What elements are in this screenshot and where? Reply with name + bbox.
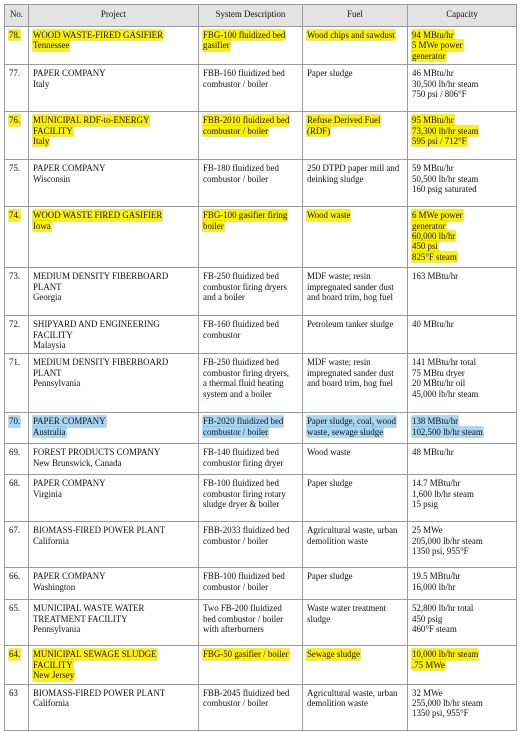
cell-project-line: BIOMASS-FIRED POWER PLANT xyxy=(33,525,166,536)
cell-project xyxy=(29,65,199,112)
cell-system-description xyxy=(199,413,303,444)
cell-project-line: Pennsylvania xyxy=(33,378,81,389)
cell-fuel-line: Wood chips and sawdust xyxy=(307,30,395,40)
cell-fuel-line: Sewage sludge xyxy=(307,649,360,660)
cell-project-line: Washington xyxy=(33,581,76,592)
cell-system-description-line: bed combustor / boiler xyxy=(203,613,284,624)
cell-no xyxy=(5,646,29,684)
header-system-description: System Description xyxy=(199,5,303,27)
cell-fuel-line: Agricultural waste, urban xyxy=(307,687,398,698)
cell-fuel-line: 250 DTPD paper mill and xyxy=(307,163,400,174)
cell-project-line: Virginia xyxy=(33,488,62,499)
cell-project-line: PAPER COMPANY xyxy=(33,478,106,489)
cell-fuel-line: and board trim, hog fuel xyxy=(307,292,394,303)
cell-project-line: PAPER COMPANY xyxy=(33,68,106,79)
cell-fuel xyxy=(303,316,408,354)
cell-project xyxy=(29,316,199,354)
cell-fuel xyxy=(303,475,408,522)
cell-fuel-line: Wood waste xyxy=(307,447,351,458)
cell-capacity-line: 450 psi xyxy=(412,241,438,252)
cell-capacity-line: 10,000 lb/hr steam xyxy=(412,649,479,660)
cell-system-description-line: boiler xyxy=(203,220,224,231)
cell-project-line: California xyxy=(33,535,69,546)
cell-capacity-line: 45,000 lb/hr steam xyxy=(412,388,479,399)
cell-system-description-line: combustor xyxy=(203,329,241,340)
cell-capacity-line: 40 MBtu/hr xyxy=(412,319,454,330)
cell-system-description-line: combustor / boiler xyxy=(203,535,269,546)
cell-project-line: Georgia xyxy=(33,292,62,303)
cell-fuel xyxy=(303,27,408,65)
row-number: 63 xyxy=(9,687,18,698)
cell-project xyxy=(29,160,199,207)
cell-capacity-line: 595 psi / 712°F xyxy=(412,136,467,147)
table-row xyxy=(5,27,517,65)
cell-fuel-line: Petroleum tanker sludge xyxy=(307,319,394,330)
cell-project-line: PAPER COMPANY xyxy=(33,163,106,174)
cell-fuel-line: Paper sludge xyxy=(307,571,353,582)
cell-capacity-line: 60,000 lb/hr xyxy=(412,231,456,242)
cell-system-description xyxy=(199,207,303,268)
cell-fuel-line: impregnated sander dust xyxy=(307,367,394,378)
table-row xyxy=(5,207,517,268)
cell-fuel-line: MDF waste; resin xyxy=(307,357,371,368)
row-number: 75. xyxy=(9,163,21,174)
cell-capacity-line: 750 psi / 806°F xyxy=(412,89,467,100)
cell-capacity-line: 1350 psi, 955°F xyxy=(412,546,469,557)
cell-project-line: FACILITY xyxy=(33,125,73,136)
cell-capacity xyxy=(408,444,517,475)
cell-no xyxy=(5,112,29,160)
cell-capacity xyxy=(408,646,517,684)
table-row xyxy=(5,684,517,730)
cell-project-line: WOOD WASTE FIRED GASIFIER xyxy=(33,210,163,221)
cell-project xyxy=(29,27,199,65)
cell-project-line: Tennessee xyxy=(33,40,70,51)
cell-system-description-line: a thermal fluid heating xyxy=(203,378,284,389)
cell-fuel-line: deinking sludge xyxy=(307,173,364,184)
cell-system-description-line: FBB-2045 fluidized bed xyxy=(203,687,290,698)
cell-capacity-line: 48 MBtu/hr xyxy=(412,447,454,458)
cell-no xyxy=(5,413,29,444)
table-row xyxy=(5,475,517,522)
cell-no xyxy=(5,207,29,268)
cell-system-description-line: FB-100 fluidized bed xyxy=(203,478,279,489)
cell-capacity xyxy=(408,112,517,160)
cell-fuel-line: Wood waste xyxy=(307,210,351,221)
cell-system-description-line: and a boiler xyxy=(203,292,245,303)
cell-capacity-line: 75 MBtu dryer xyxy=(412,367,465,378)
cell-capacity xyxy=(408,354,517,413)
cell-fuel-line: Agricultural waste, urban xyxy=(307,525,398,536)
cell-project-line: Pennsylvania xyxy=(33,624,81,635)
cell-capacity xyxy=(408,27,517,65)
cell-system-description-line: combustor / boiler xyxy=(203,78,269,89)
cell-system-description xyxy=(199,646,303,684)
cell-fuel xyxy=(303,444,408,475)
cell-project-line: FACILITY xyxy=(33,329,73,340)
cell-capacity-line: 163 MBtu/hr xyxy=(412,271,459,282)
cell-system-description-line: combustor / boiler xyxy=(203,173,269,184)
cell-project-line: MUNICIPAL SEWAGE SLUDGE xyxy=(33,649,157,660)
cell-project xyxy=(29,207,199,268)
cell-fuel-line: Paper sludge xyxy=(307,68,353,79)
cell-no xyxy=(5,27,29,65)
cell-fuel xyxy=(303,568,408,600)
cell-fuel-line: Waste water treatment xyxy=(307,603,387,614)
cell-fuel xyxy=(303,112,408,160)
cell-capacity-line: 19.5 MBtu/hr xyxy=(412,571,461,582)
cell-capacity-line: 20 MBtu/hr oil xyxy=(412,378,466,389)
cell-capacity-line: 25 MWe xyxy=(412,525,443,536)
cell-system-description-line: system and a boiler xyxy=(203,388,272,399)
table-row xyxy=(5,600,517,646)
cell-system-description-line: combustor firing rotary xyxy=(203,488,286,499)
cell-fuel-line: Paper sludge xyxy=(307,478,353,489)
cell-fuel-line: (RDF) xyxy=(307,125,331,136)
cell-capacity-line: 6 MWe power xyxy=(412,210,463,221)
table-row xyxy=(5,646,517,684)
cell-capacity xyxy=(408,316,517,354)
cell-project-line: New Brunswick, Canada xyxy=(33,457,122,468)
cell-project-line: Iowa xyxy=(33,220,51,231)
row-number: 71. xyxy=(9,357,21,368)
cell-system-description-line: FB-180 fluidized bed xyxy=(203,163,279,174)
row-number: 70. xyxy=(9,416,21,427)
cell-capacity-line: 95 MBtu/hr xyxy=(412,115,454,126)
cell-project xyxy=(29,354,199,413)
cell-capacity-line: 73,300 lb/hr steam xyxy=(412,125,479,136)
cell-capacity xyxy=(408,568,517,600)
cell-capacity-line: 141 MBtu/hr total xyxy=(412,357,477,368)
cell-project-line: MEDIUM DENSITY FIBERBOARD xyxy=(33,357,169,368)
row-number: 67. xyxy=(9,525,21,536)
row-number: 76. xyxy=(9,115,21,126)
cell-system-description-line: FBB-100 fluidized bed xyxy=(203,571,285,582)
cell-capacity-line: 16,000 lb/hr xyxy=(412,581,456,592)
cell-fuel xyxy=(303,207,408,268)
cell-fuel xyxy=(303,65,408,112)
cell-fuel xyxy=(303,354,408,413)
cell-system-description-line: FB-2020 fluidized bed xyxy=(203,416,284,427)
cell-no xyxy=(5,444,29,475)
cell-capacity-line: 59 MBtu/hr xyxy=(412,163,454,174)
cell-capacity-line: .75 MWe xyxy=(412,659,445,670)
table-row xyxy=(5,522,517,568)
cell-project-line: TREATMENT FACILITY xyxy=(33,613,128,624)
cell-capacity xyxy=(408,207,517,268)
cell-fuel xyxy=(303,268,408,316)
cell-system-description-line: combustor firing dryer xyxy=(203,457,284,468)
table-row xyxy=(5,268,517,316)
row-number: 78. xyxy=(9,30,21,40)
projects-table xyxy=(4,4,517,731)
cell-fuel-line: demolition waste xyxy=(307,535,368,546)
cell-no xyxy=(5,316,29,354)
cell-no xyxy=(5,65,29,112)
cell-system-description-line: sludge dryer & boiler xyxy=(203,499,280,510)
table-row xyxy=(5,568,517,600)
cell-system-description-line: combustor / boiler xyxy=(203,698,269,709)
cell-capacity-line: generator xyxy=(412,50,446,61)
table-header xyxy=(5,5,517,27)
cell-no xyxy=(5,475,29,522)
cell-capacity-line: 14.7 MBtu/hr xyxy=(412,478,461,489)
table-row xyxy=(5,354,517,413)
cell-system-description-line: combustor / boiler xyxy=(203,125,269,136)
cell-system-description xyxy=(199,475,303,522)
cell-fuel xyxy=(303,413,408,444)
cell-project xyxy=(29,112,199,160)
cell-capacity-line: 1350 psi, 955°F xyxy=(412,708,469,719)
cell-capacity-line: 32 MWe xyxy=(412,687,443,698)
row-number: 73. xyxy=(9,271,21,282)
cell-system-description-line: FBG-100 gasifier firing xyxy=(203,210,288,221)
cell-system-description-line: FBB-160 fluidized bed xyxy=(203,68,285,79)
cell-fuel-line: waste, sewage sludge xyxy=(307,426,384,437)
cell-system-description-line: FB-140 fluidized bed xyxy=(203,447,279,458)
cell-no xyxy=(5,160,29,207)
cell-fuel xyxy=(303,684,408,730)
row-number: 72. xyxy=(9,319,21,330)
cell-capacity xyxy=(408,65,517,112)
table-body xyxy=(5,27,517,731)
cell-system-description xyxy=(199,444,303,475)
cell-project-line: BIOMASS-FIRED POWER PLANT xyxy=(33,687,166,698)
table-row xyxy=(5,65,517,112)
cell-system-description xyxy=(199,354,303,413)
cell-system-description-line: FB-160 fluidized bed xyxy=(203,319,279,330)
cell-capacity-line: 138 MBtu/hr xyxy=(412,416,459,427)
row-number: 66. xyxy=(9,571,21,582)
header-fuel: Fuel xyxy=(303,5,408,27)
cell-system-description xyxy=(199,65,303,112)
cell-fuel-line: Paper sludge, coal, wood xyxy=(307,416,396,427)
cell-no xyxy=(5,600,29,646)
cell-project-line: PLANT xyxy=(33,367,62,378)
cell-capacity xyxy=(408,475,517,522)
cell-project xyxy=(29,444,199,475)
cell-capacity-line: 46 MBtu/hr xyxy=(412,68,454,79)
cell-project-line: PAPER COMPANY xyxy=(33,571,106,582)
row-number: 65. xyxy=(9,603,21,614)
cell-system-description-line: FBG-50 gasifier / boiler xyxy=(203,649,289,660)
header-no: No. xyxy=(5,5,29,27)
cell-system-description xyxy=(199,684,303,730)
row-number: 74. xyxy=(9,210,21,221)
cell-project-line: California xyxy=(33,698,69,709)
cell-system-description-line: combustor firing dryers xyxy=(203,281,287,292)
cell-project-line: PAPER COMPANY xyxy=(33,416,106,427)
cell-capacity-line: 1,600 lb/hr steam xyxy=(412,488,474,499)
cell-project xyxy=(29,413,199,444)
row-number: 64. xyxy=(9,649,21,660)
cell-project xyxy=(29,600,199,646)
cell-project xyxy=(29,268,199,316)
cell-system-description xyxy=(199,600,303,646)
cell-project-line: MUNICIPAL RDF-to-ENERGY xyxy=(33,115,150,126)
cell-capacity-line: 102,500 lb/hr steam xyxy=(412,426,483,437)
header-project: Project xyxy=(29,5,199,27)
cell-project-line: Wisconsin xyxy=(33,173,71,184)
table-row xyxy=(5,112,517,160)
cell-project xyxy=(29,475,199,522)
cell-capacity xyxy=(408,600,517,646)
cell-capacity-line: 160 psig saturated xyxy=(412,184,477,195)
cell-capacity-line: 205,000 lb/hr steam xyxy=(412,535,483,546)
cell-system-description-line: Two FB-200 fluidized xyxy=(203,603,282,614)
cell-fuel xyxy=(303,522,408,568)
cell-capacity xyxy=(408,413,517,444)
cell-system-description-line: combustor firing dryers, xyxy=(203,367,290,378)
cell-project-line: PLANT xyxy=(33,281,62,292)
cell-project-line: Malaysia xyxy=(33,340,66,351)
cell-fuel-line: sludge xyxy=(307,613,331,624)
cell-system-description-line: with afterburners xyxy=(203,624,264,635)
cell-fuel xyxy=(303,160,408,207)
cell-capacity-line: 450 psig xyxy=(412,613,443,624)
cell-capacity-line: 460°F steam xyxy=(412,624,457,635)
cell-fuel-line: MDF waste; resin xyxy=(307,271,371,282)
cell-system-description xyxy=(199,268,303,316)
cell-fuel-line: impregnated sander dust xyxy=(307,281,394,292)
table-row xyxy=(5,444,517,475)
cell-fuel-line: and board trim, hog fuel xyxy=(307,378,394,389)
cell-capacity xyxy=(408,160,517,207)
cell-project xyxy=(29,684,199,730)
cell-project-line: SHIPYARD AND ENGINEERING xyxy=(33,319,160,330)
cell-system-description xyxy=(199,316,303,354)
row-number: 68. xyxy=(9,478,21,489)
cell-system-description-line: FBG-100 fluidized bed xyxy=(203,30,286,40)
cell-capacity-line: 15 psig xyxy=(412,499,438,510)
table-row xyxy=(5,160,517,207)
header-row xyxy=(5,5,517,27)
cell-system-description-line: FBB-2033 fluidized bed xyxy=(203,525,290,536)
cell-system-description xyxy=(199,27,303,65)
cell-capacity xyxy=(408,522,517,568)
cell-no xyxy=(5,568,29,600)
cell-system-description xyxy=(199,522,303,568)
cell-system-description-line: FB-250 fluidized bed xyxy=(203,357,279,368)
cell-project xyxy=(29,522,199,568)
cell-project xyxy=(29,646,199,684)
cell-project-line: FOREST PRODUCTS COMPANY xyxy=(33,447,161,458)
cell-system-description-line: gasifier xyxy=(203,40,230,51)
cell-no xyxy=(5,268,29,316)
cell-project-line: Italy xyxy=(33,136,50,147)
cell-system-description-line: FBB-2010 fluidized bed xyxy=(203,115,290,126)
cell-capacity-line: 255,000 lb/hr steam xyxy=(412,698,483,709)
cell-capacity-line: 5 MWe power xyxy=(412,40,463,51)
cell-project-line: MUNICIPAL WASTE WATER xyxy=(33,603,145,614)
cell-capacity-line: 30,500 lb/hr steam xyxy=(412,78,479,89)
cell-project xyxy=(29,568,199,600)
cell-fuel xyxy=(303,646,408,684)
cell-system-description-line: FB-250 fluidized bed xyxy=(203,271,279,282)
cell-project-line: FACILITY xyxy=(33,659,73,670)
row-number: 69. xyxy=(9,447,21,458)
cell-system-description xyxy=(199,112,303,160)
cell-project-line: WOOD WASTE-FIRED GASIFIER xyxy=(33,30,163,40)
cell-no xyxy=(5,522,29,568)
cell-capacity-line: 52,800 lb/hr total xyxy=(412,603,474,614)
cell-project-line: MEDIUM DENSITY FIBERBOARD xyxy=(33,271,169,282)
table-row xyxy=(5,316,517,354)
cell-fuel-line: demolition waste xyxy=(307,698,368,709)
cell-project-line: New Jersey xyxy=(33,670,75,681)
header-capacity: Capacity xyxy=(408,5,517,27)
cell-capacity-line: 50,500 lb/hr steam xyxy=(412,173,479,184)
cell-system-description xyxy=(199,160,303,207)
cell-project-line: Australia xyxy=(33,426,66,437)
cell-capacity xyxy=(408,684,517,730)
cell-no xyxy=(5,354,29,413)
cell-capacity-line: 94 MBtu/hr xyxy=(412,30,454,40)
table-row xyxy=(5,413,517,444)
cell-project-line: Italy xyxy=(33,78,50,89)
cell-fuel-line: Refuse Derived Fuel xyxy=(307,115,381,126)
cell-capacity xyxy=(408,268,517,316)
cell-fuel xyxy=(303,600,408,646)
cell-no xyxy=(5,684,29,730)
cell-system-description-line: combustor / boiler xyxy=(203,426,269,437)
cell-capacity-line: 825°F steam xyxy=(412,251,457,262)
row-number: 77. xyxy=(9,68,21,79)
cell-capacity-line: generator xyxy=(412,220,446,231)
cell-system-description-line: combustor / boiler xyxy=(203,581,269,592)
cell-system-description xyxy=(199,568,303,600)
